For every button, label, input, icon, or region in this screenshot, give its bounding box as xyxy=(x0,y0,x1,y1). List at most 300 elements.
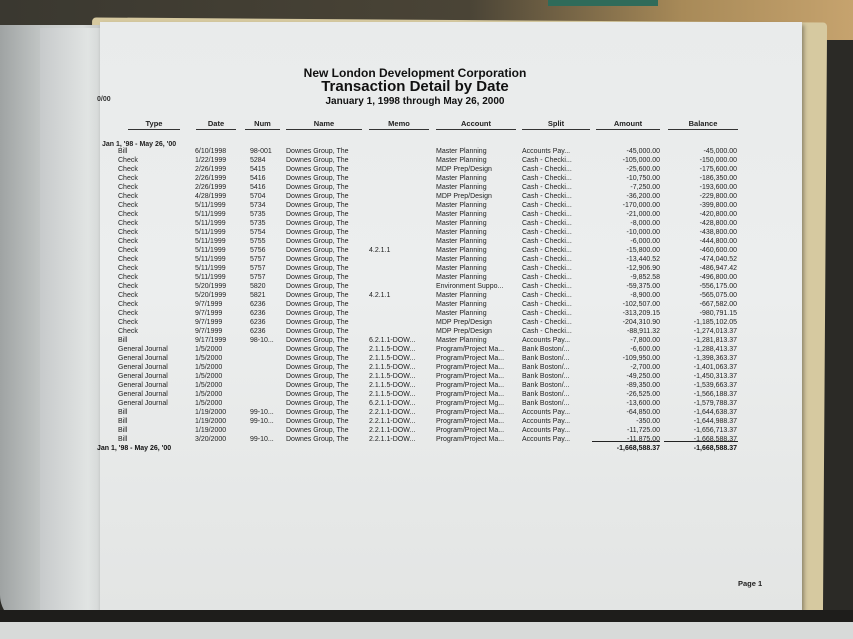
split-cell: Cash - Checki... xyxy=(522,292,572,299)
table-row xyxy=(0,246,853,255)
amount-cell: -9,852.58 xyxy=(630,274,660,281)
num-cell: 99-10... xyxy=(250,409,274,416)
split-cell: Cash - Checki... xyxy=(522,193,572,200)
name-cell: Downes Group, The xyxy=(286,265,349,272)
split-cell: Cash - Checki... xyxy=(522,319,572,326)
date-cell: 9/7/1999 xyxy=(195,301,223,308)
table-row xyxy=(0,417,853,426)
name-cell: Downes Group, The xyxy=(286,328,349,335)
table-row xyxy=(0,381,853,390)
account-cell: Master Planning xyxy=(436,184,487,191)
type-cell: Check xyxy=(118,229,138,236)
date-cell: 9/17/1999 xyxy=(195,337,227,344)
split-cell: Bank Boston/... xyxy=(522,364,570,371)
column-header-date: Date xyxy=(196,119,236,130)
account-cell: Program/Project Ma... xyxy=(436,382,505,389)
num-cell: 5820 xyxy=(250,283,266,290)
table-row xyxy=(0,390,853,399)
split-cell: Cash - Checki... xyxy=(522,202,572,209)
type-cell: Check xyxy=(118,328,138,335)
date-cell: 5/20/1999 xyxy=(195,283,227,290)
table-row xyxy=(0,219,853,228)
split-cell: Cash - Checki... xyxy=(522,184,572,191)
name-cell: Downes Group, The xyxy=(286,193,349,200)
table-row xyxy=(0,435,853,444)
split-cell: Accounts Pay... xyxy=(522,148,571,155)
memo-cell: 6.2.1.1-DOW... xyxy=(369,400,416,407)
name-cell: Downes Group, The xyxy=(286,292,349,299)
table-row xyxy=(0,309,853,318)
account-cell: Master Planning xyxy=(436,274,487,281)
num-cell: 6236 xyxy=(250,301,266,308)
name-cell: Downes Group, The xyxy=(286,247,349,254)
amount-cell: -49,250.00 xyxy=(626,373,660,380)
account-cell: Program/Project Ma... xyxy=(436,427,505,434)
balance-cell: -486,947.42 xyxy=(699,265,737,272)
type-cell: Check xyxy=(118,166,138,173)
account-cell: Master Planning xyxy=(436,337,487,344)
group-label: Jan 1, '98 - May 26, '00 xyxy=(102,141,177,148)
account-cell: Master Planning xyxy=(436,265,487,272)
split-cell: Accounts Pay... xyxy=(522,418,571,425)
table-row xyxy=(0,183,853,192)
balance-cell: -444,800.00 xyxy=(699,238,737,245)
column-header-memo: Memo xyxy=(369,119,429,130)
balance-cell: -229,800.00 xyxy=(699,193,737,200)
type-cell: General Journal xyxy=(118,355,168,362)
amount-cell: -109,950.00 xyxy=(622,355,660,362)
name-cell: Downes Group, The xyxy=(286,274,349,281)
type-cell: General Journal xyxy=(118,391,168,398)
bottom-paper-edge xyxy=(0,622,853,639)
type-cell: Check xyxy=(118,292,138,299)
balance-cell: -980,791.15 xyxy=(699,310,737,317)
account-cell: Master Planning xyxy=(436,229,487,236)
date-cell: 6/10/1998 xyxy=(195,148,227,155)
name-cell: Downes Group, The xyxy=(286,346,349,353)
type-cell: Bill xyxy=(118,409,128,416)
account-cell: Program/Project Ma... xyxy=(436,409,505,416)
type-cell: Check xyxy=(118,238,138,245)
split-cell: Cash - Checki... xyxy=(522,328,572,335)
name-cell: Downes Group, The xyxy=(286,148,349,155)
memo-cell: 2.2.1.1-DOW... xyxy=(369,418,416,425)
name-cell: Downes Group, The xyxy=(286,418,349,425)
account-cell: Program/Project Ma... xyxy=(436,436,505,443)
column-header-account: Account xyxy=(436,119,516,130)
memo-cell: 4.2.1.1 xyxy=(369,247,391,254)
balance-cell: -474,040.52 xyxy=(699,256,737,263)
account-cell: Program/Project Mg... xyxy=(436,400,505,407)
date-cell: 9/7/1999 xyxy=(195,319,223,326)
num-cell: 5755 xyxy=(250,238,266,245)
balance-cell: -1,579,788.37 xyxy=(693,400,737,407)
table-row xyxy=(0,237,853,246)
account-cell: Master Planning xyxy=(436,175,487,182)
account-cell: Program/Project Ma... xyxy=(436,391,505,398)
name-cell: Downes Group, The xyxy=(286,220,349,227)
account-cell: Master Planning xyxy=(436,157,487,164)
table-row xyxy=(0,273,853,282)
type-cell: General Journal xyxy=(118,400,168,407)
amount-cell: -88,911.32 xyxy=(627,328,660,335)
memo-cell: 2.1.1.5-DOW... xyxy=(369,382,416,389)
amount-cell: -11,875.00 xyxy=(627,436,660,443)
name-cell: Downes Group, The xyxy=(286,283,349,290)
amount-cell: -64,850.00 xyxy=(626,409,660,416)
num-cell: 5735 xyxy=(250,220,266,227)
date-cell: 5/11/1999 xyxy=(195,238,226,245)
num-cell: 5734 xyxy=(250,202,266,209)
name-cell: Downes Group, The xyxy=(286,301,349,308)
amount-cell: -13,440.52 xyxy=(626,256,660,263)
account-cell: Master Planning xyxy=(436,148,487,155)
date-cell: 1/19/2000 xyxy=(195,427,227,434)
table-row xyxy=(0,336,853,345)
split-cell: Cash - Checki... xyxy=(522,274,572,281)
type-cell: Check xyxy=(118,319,138,326)
type-cell: Check xyxy=(118,157,138,164)
name-cell: Downes Group, The xyxy=(286,184,349,191)
balance-cell: -1,185,102.05 xyxy=(693,319,737,326)
amount-cell: -105,000.00 xyxy=(622,157,660,164)
amount-cell: -11,725.00 xyxy=(627,427,660,434)
name-cell: Downes Group, The xyxy=(286,229,349,236)
type-cell: Check xyxy=(118,301,138,308)
date-cell: 5/11/1999 xyxy=(195,211,226,218)
name-cell: Downes Group, The xyxy=(286,211,349,218)
total-amount: -1,668,588.37 xyxy=(616,445,660,452)
table-row xyxy=(0,363,853,372)
date-cell: 5/11/1999 xyxy=(195,229,226,236)
type-cell: General Journal xyxy=(118,364,168,371)
type-cell: Bill xyxy=(118,337,128,344)
amount-cell: -8,000.00 xyxy=(630,220,660,227)
type-cell: Check xyxy=(118,283,138,290)
name-cell: Downes Group, The xyxy=(286,382,349,389)
memo-cell: 2.1.1.5-DOW... xyxy=(369,346,416,353)
split-cell: Bank Boston/... xyxy=(522,373,570,380)
table-row xyxy=(0,354,853,363)
date-cell: 1/5/2000 xyxy=(195,355,223,362)
green-folder-tab xyxy=(548,0,658,6)
amount-cell: -6,600.00 xyxy=(630,346,660,353)
type-cell: Check xyxy=(118,274,138,281)
split-cell: Cash - Checki... xyxy=(522,166,572,173)
num-cell: 6236 xyxy=(250,310,266,317)
account-cell: Program/Project Ma... xyxy=(436,373,505,380)
balance-cell: -1,401,063.37 xyxy=(693,364,737,371)
num-cell: 5757 xyxy=(250,256,266,263)
type-cell: Bill xyxy=(118,148,128,155)
amount-cell: -26,525.00 xyxy=(626,391,660,398)
amount-cell: -25,600.00 xyxy=(626,166,660,173)
memo-cell: 4.2.1.1 xyxy=(369,292,391,299)
account-cell: Environment Suppo... xyxy=(436,283,504,290)
account-cell: Master Planning xyxy=(436,292,487,299)
column-header-split: Split xyxy=(522,119,590,130)
amount-cell: -89,350.00 xyxy=(626,382,660,389)
table-row xyxy=(0,201,853,210)
amount-cell: -170,000.00 xyxy=(622,202,660,209)
account-cell: Master Planning xyxy=(436,220,487,227)
memo-cell: 2.1.1.5-DOW... xyxy=(369,391,416,398)
balance-cell: -667,582.00 xyxy=(699,301,737,308)
balance-cell: -1,288,413.37 xyxy=(693,346,737,353)
date-cell: 2/26/1999 xyxy=(195,184,227,191)
date-cell: 1/5/2000 xyxy=(195,382,223,389)
name-cell: Downes Group, The xyxy=(286,256,349,263)
type-cell: Check xyxy=(118,265,138,272)
account-cell: Program/Project Ma... xyxy=(436,346,505,353)
type-cell: Check xyxy=(118,202,138,209)
account-cell: Master Planning xyxy=(436,202,487,209)
balance-cell: -1,668,588.37 xyxy=(693,436,737,443)
date-cell: 1/22/1999 xyxy=(195,157,227,164)
account-cell: MDP Prep/Design xyxy=(436,166,492,173)
name-cell: Downes Group, The xyxy=(286,400,349,407)
date-cell: 5/11/1999 xyxy=(195,265,226,272)
table-row xyxy=(0,147,853,156)
split-cell: Cash - Checki... xyxy=(522,175,572,182)
balance-cell: -438,800.00 xyxy=(699,229,737,236)
split-cell: Cash - Checki... xyxy=(522,247,572,254)
name-cell: Downes Group, The xyxy=(286,157,349,164)
amount-cell: -10,000.00 xyxy=(626,229,660,236)
account-cell: Master Planning xyxy=(436,247,487,254)
account-cell: Program/Project Ma... xyxy=(436,364,505,371)
amount-cell: -36,200.00 xyxy=(626,193,660,200)
name-cell: Downes Group, The xyxy=(286,364,349,371)
table-row xyxy=(0,156,853,165)
num-cell: 5754 xyxy=(250,229,266,236)
num-cell: 98-10... xyxy=(250,337,274,344)
date-cell: 4/28/1999 xyxy=(195,193,227,200)
type-cell: Bill xyxy=(118,427,128,434)
name-cell: Downes Group, The xyxy=(286,202,349,209)
memo-cell: 2.1.1.5-DOW... xyxy=(369,364,416,371)
num-cell: 99-10... xyxy=(250,418,274,425)
type-cell: General Journal xyxy=(118,346,168,353)
amount-cell: -313,209.15 xyxy=(622,310,660,317)
name-cell: Downes Group, The xyxy=(286,175,349,182)
balance-cell: -1,539,663.37 xyxy=(693,382,737,389)
table-row xyxy=(0,192,853,201)
date-cell: 1/19/2000 xyxy=(195,418,227,425)
date-cell: 5/11/1999 xyxy=(195,220,226,227)
split-cell: Accounts Pay... xyxy=(522,337,571,344)
total-label: Jan 1, '98 - May 26, '00 xyxy=(97,445,172,452)
num-cell: 5821 xyxy=(250,292,266,299)
num-cell: 5757 xyxy=(250,265,266,272)
column-header-num: Num xyxy=(245,119,280,130)
amount-cell: -7,800.00 xyxy=(630,337,660,344)
account-cell: MDP Prep/Design xyxy=(436,319,492,326)
name-cell: Downes Group, The xyxy=(286,373,349,380)
split-cell: Bank Boston/... xyxy=(522,355,570,362)
name-cell: Downes Group, The xyxy=(286,310,349,317)
split-cell: Cash - Checki... xyxy=(522,229,572,236)
table-row xyxy=(0,372,853,381)
amount-cell: -7,250.00 xyxy=(630,184,660,191)
split-cell: Cash - Checki... xyxy=(522,211,572,218)
amount-cell: -21,000.00 xyxy=(626,211,660,218)
balance-cell: -496,800.00 xyxy=(699,274,737,281)
account-cell: MDP Prep/Design xyxy=(436,193,492,200)
balance-cell: -186,350.00 xyxy=(699,175,737,182)
date-cell: 5/11/1999 xyxy=(195,256,226,263)
balance-cell: -193,600.00 xyxy=(699,184,737,191)
split-cell: Cash - Checki... xyxy=(522,157,572,164)
amount-cell: -59,375.00 xyxy=(626,283,660,290)
amount-cell: -12,906.90 xyxy=(626,265,660,272)
num-cell: 6236 xyxy=(250,328,266,335)
amount-cell: -10,750.00 xyxy=(626,175,660,182)
memo-cell: 2.2.1.1-DOW... xyxy=(369,436,416,443)
balance-cell: -1,644,638.37 xyxy=(693,409,737,416)
balance-cell: -1,398,363.37 xyxy=(693,355,737,362)
amount-total-rule xyxy=(592,441,660,442)
num-cell: 5416 xyxy=(250,184,266,191)
balance-cell: -460,600.00 xyxy=(699,247,737,254)
table-row xyxy=(0,300,853,309)
num-cell: 5284 xyxy=(250,157,266,164)
balance-cell: -1,281,813.37 xyxy=(693,337,737,344)
company-name: New London Development Corporation xyxy=(303,66,527,80)
split-cell: Bank Boston/... xyxy=(522,346,570,353)
column-header-balance: Balance xyxy=(668,119,738,130)
date-cell: 1/5/2000 xyxy=(195,391,223,398)
table-row xyxy=(0,345,853,354)
balance-cell: -1,274,013.37 xyxy=(693,328,737,335)
num-cell: 5416 xyxy=(250,175,266,182)
num-cell: 5704 xyxy=(250,193,266,200)
name-cell: Downes Group, The xyxy=(286,427,349,434)
num-cell: 99-10... xyxy=(250,436,274,443)
report-title: Transaction Detail by Date xyxy=(321,78,509,95)
amount-cell: -2,700.00 xyxy=(630,364,660,371)
memo-cell: 6.2.1.1-DOW... xyxy=(369,337,416,344)
split-cell: Cash - Checki... xyxy=(522,220,572,227)
balance-cell: -399,800.00 xyxy=(699,202,737,209)
table-row xyxy=(0,282,853,291)
account-cell: Master Planning xyxy=(436,301,487,308)
memo-cell: 2.2.1.1-DOW... xyxy=(369,409,416,416)
type-cell: Check xyxy=(118,175,138,182)
name-cell: Downes Group, The xyxy=(286,409,349,416)
split-cell: Cash - Checki... xyxy=(522,256,572,263)
account-cell: Master Planning xyxy=(436,238,487,245)
amount-cell: -350.00 xyxy=(636,418,660,425)
split-cell: Cash - Checki... xyxy=(522,283,572,290)
date-cell: 5/11/1999 xyxy=(195,202,226,209)
table-row xyxy=(0,318,853,327)
column-header-type: Type xyxy=(128,119,180,130)
split-cell: Accounts Pay... xyxy=(522,409,571,416)
amount-cell: -204,310.90 xyxy=(622,319,660,326)
table-row xyxy=(0,264,853,273)
account-cell: Master Planning xyxy=(436,211,487,218)
balance-cell: -1,644,988.37 xyxy=(693,418,737,425)
amount-cell: -13,600.00 xyxy=(626,400,660,407)
type-cell: Check xyxy=(118,211,138,218)
date-cell: 1/5/2000 xyxy=(195,373,223,380)
amount-cell: -8,900.00 xyxy=(630,292,660,299)
date-cell: 2/26/1999 xyxy=(195,175,227,182)
date-cell: 5/11/1999 xyxy=(195,274,226,281)
type-cell: Check xyxy=(118,256,138,263)
date-cell: 1/19/2000 xyxy=(195,409,227,416)
memo-cell: 2.1.1.5-DOW... xyxy=(369,373,416,380)
table-row xyxy=(0,399,853,408)
amount-cell: -6,000.00 xyxy=(630,238,660,245)
type-cell: Check xyxy=(118,247,138,254)
column-header-amount: Amount xyxy=(596,119,660,130)
memo-cell: 2.1.1.5-DOW... xyxy=(369,355,416,362)
balance-cell: -556,175.00 xyxy=(699,283,737,290)
name-cell: Downes Group, The xyxy=(286,391,349,398)
table-row xyxy=(0,327,853,336)
table-row xyxy=(0,165,853,174)
type-cell: Check xyxy=(118,184,138,191)
balance-total-rule xyxy=(664,441,738,442)
date-cell: 1/5/2000 xyxy=(195,346,223,353)
table-row xyxy=(0,426,853,435)
balance-cell: -1,566,188.37 xyxy=(693,391,737,398)
split-cell: Bank Boston/... xyxy=(522,382,570,389)
table-row xyxy=(0,408,853,417)
side-page-label: 0/00 xyxy=(97,96,111,103)
table-row xyxy=(0,291,853,300)
date-cell: 2/26/1999 xyxy=(195,166,227,173)
name-cell: Downes Group, The xyxy=(286,238,349,245)
table-row xyxy=(0,228,853,237)
num-cell: 5735 xyxy=(250,211,266,218)
balance-cell: -565,075.00 xyxy=(699,292,737,299)
type-cell: Check xyxy=(118,220,138,227)
balance-cell: -420,800.00 xyxy=(699,211,737,218)
account-cell: Program/Project Ma... xyxy=(436,355,505,362)
type-cell: Check xyxy=(118,310,138,317)
name-cell: Downes Group, The xyxy=(286,355,349,362)
num-cell: 6236 xyxy=(250,319,266,326)
name-cell: Downes Group, The xyxy=(286,337,349,344)
table-row xyxy=(0,210,853,219)
balance-cell: -1,656,713.37 xyxy=(693,427,737,434)
account-cell: Master Planning xyxy=(436,256,487,263)
amount-cell: -15,800.00 xyxy=(626,247,660,254)
num-cell: 5757 xyxy=(250,274,266,281)
name-cell: Downes Group, The xyxy=(286,166,349,173)
date-cell: 1/5/2000 xyxy=(195,400,223,407)
account-cell: MDP Prep/Design xyxy=(436,328,492,335)
split-cell: Cash - Checki... xyxy=(522,238,572,245)
num-cell: 98-001 xyxy=(250,148,272,155)
account-cell: Master Planning xyxy=(436,310,487,317)
num-cell: 5415 xyxy=(250,166,266,173)
type-cell: Bill xyxy=(118,418,128,425)
type-cell: Check xyxy=(118,193,138,200)
type-cell: General Journal xyxy=(118,382,168,389)
date-cell: 9/7/1999 xyxy=(195,310,223,317)
date-cell: 5/11/1999 xyxy=(195,247,226,254)
account-cell: Program/Project Ma... xyxy=(436,418,505,425)
name-cell: Downes Group, The xyxy=(286,319,349,326)
column-header-name: Name xyxy=(286,119,362,130)
date-cell: 9/7/1999 xyxy=(195,328,223,335)
report-date-range: January 1, 1998 through May 26, 2000 xyxy=(325,96,505,107)
balance-cell: -175,600.00 xyxy=(699,166,737,173)
